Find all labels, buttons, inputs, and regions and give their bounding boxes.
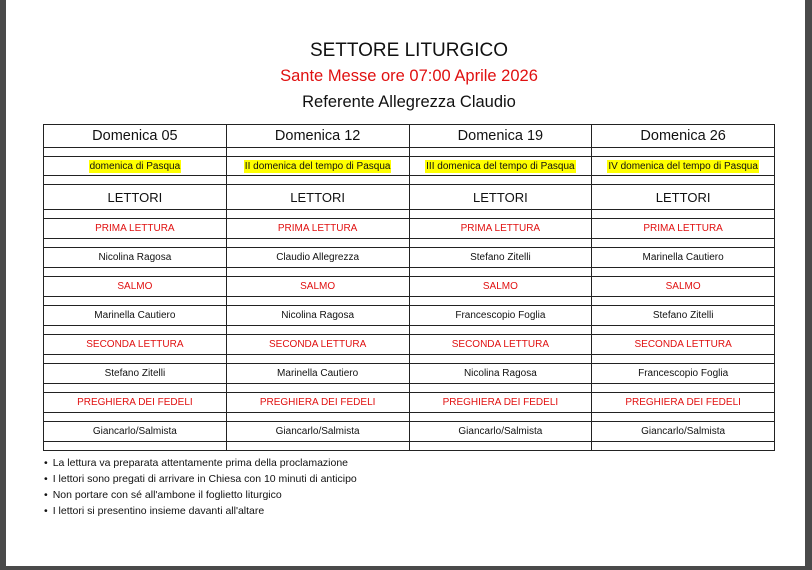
second-reading-label: SECONDA LETTURA (409, 335, 592, 355)
first-reading-label: PRIMA LETTURA (226, 219, 409, 239)
spacer-cell (409, 326, 592, 335)
spacer-cell (592, 326, 775, 335)
spacer-row (44, 384, 775, 393)
table-row (44, 125, 775, 148)
spacer-cell (44, 176, 227, 185)
table-row (44, 157, 775, 176)
psalm-reader: Francescopio Foglia (409, 306, 592, 326)
psalm-label: SALMO (409, 277, 592, 297)
first-reading-label: PRIMA LETTURA (44, 219, 227, 239)
window-frame-bottom (0, 566, 812, 570)
prayers-reader: Giancarlo/Salmista (44, 422, 227, 442)
note-item: • Non portare con sé all'ambone il foglietto liturgico (44, 487, 357, 503)
first-reading-reader: Marinella Cautiero (592, 248, 775, 268)
prayers-label: PREGHIERA DEI FEDELI (592, 393, 775, 413)
spacer-cell (226, 297, 409, 306)
spacer-row (44, 210, 775, 219)
spacer-cell (226, 326, 409, 335)
spacer-row (44, 297, 775, 306)
second-reading-label: SECONDA LETTURA (592, 335, 775, 355)
first-reading-reader: Claudio Allegrezza (226, 248, 409, 268)
table-row (44, 248, 775, 268)
spacer-cell (44, 268, 227, 277)
table-row (44, 185, 775, 210)
spacer-cell (409, 210, 592, 219)
spacer-cell (592, 442, 775, 451)
lettori-cell: LETTORI (44, 185, 227, 210)
table-row (44, 422, 775, 442)
spacer-cell (44, 442, 227, 451)
spacer-cell (592, 297, 775, 306)
spacer-cell (226, 176, 409, 185)
psalm-label: SALMO (592, 277, 775, 297)
spacer-cell (592, 148, 775, 157)
liturgy-cell (44, 157, 227, 176)
page-subtitle: Sante Messe ore 07:00 Aprile 2026 (280, 67, 538, 85)
spacer-cell (592, 413, 775, 422)
psalm-label: SALMO (44, 277, 227, 297)
spacer-cell (44, 297, 227, 306)
second-reading-label: SECONDA LETTURA (44, 335, 227, 355)
psalm-label: SALMO (226, 277, 409, 297)
spacer-cell (409, 355, 592, 364)
lettori-cell: LETTORI (592, 185, 775, 210)
spacer-cell (409, 413, 592, 422)
liturgy-label: II domenica del tempo di Pasqua (244, 160, 391, 172)
spacer-row (44, 268, 775, 277)
note-item: • I lettori sono pregati di arrivare in Chiesa con 10 minuti di anticipo (44, 471, 357, 487)
psalm-reader: Marinella Cautiero (44, 306, 227, 326)
spacer-cell (409, 176, 592, 185)
spacer-cell (592, 268, 775, 277)
spacer-row (44, 326, 775, 335)
liturgy-cell (592, 157, 775, 176)
second-reading-reader: Marinella Cautiero (226, 364, 409, 384)
sunday-date-cell: Domenica 19 (409, 125, 592, 148)
first-reading-label: PRIMA LETTURA (409, 219, 592, 239)
sunday-date-cell: Domenica 05 (44, 125, 227, 148)
spacer-row (44, 176, 775, 185)
first-reading-label: PRIMA LETTURA (592, 219, 775, 239)
second-reading-reader: Nicolina Ragosa (409, 364, 592, 384)
psalm-reader: Stefano Zitelli (592, 306, 775, 326)
liturgy-cell (409, 157, 592, 176)
page-title: SETTORE LITURGICO (309, 40, 509, 61)
spacer-cell (226, 239, 409, 248)
spacer-cell (592, 384, 775, 393)
spacer-row (44, 239, 775, 248)
lettori-cell: LETTORI (226, 185, 409, 210)
spacer-cell (409, 384, 592, 393)
liturgy-label: domenica di Pasqua (89, 160, 181, 172)
prayers-label: PREGHIERA DEI FEDELI (409, 393, 592, 413)
spacer-cell (44, 210, 227, 219)
sunday-date-cell: Domenica 12 (226, 125, 409, 148)
spacer-cell (409, 239, 592, 248)
spacer-cell (44, 239, 227, 248)
note-item: • La lettura va preparata attentamente prima della proclamazione (44, 455, 357, 471)
spacer-cell (44, 413, 227, 422)
table-row (44, 306, 775, 326)
spacer-cell (226, 442, 409, 451)
table-row (44, 393, 775, 413)
spacer-cell (226, 148, 409, 157)
spacer-cell (44, 384, 227, 393)
second-reading-reader: Francescopio Foglia (592, 364, 775, 384)
prayers-label: PREGHIERA DEI FEDELI (226, 393, 409, 413)
spacer-cell (44, 148, 227, 157)
first-reading-reader: Nicolina Ragosa (44, 248, 227, 268)
spacer-cell (226, 413, 409, 422)
liturgy-label: III domenica del tempo di Pasqua (426, 160, 575, 172)
spacer-cell (409, 268, 592, 277)
spacer-cell (592, 176, 775, 185)
table-row (44, 335, 775, 355)
table-row (44, 364, 775, 384)
spacer-row (44, 355, 775, 364)
prayers-reader: Giancarlo/Salmista (409, 422, 592, 442)
spacer-cell (226, 355, 409, 364)
lettori-cell: LETTORI (409, 185, 592, 210)
spacer-cell (409, 148, 592, 157)
spacer-cell (226, 268, 409, 277)
referent-line: Referente Allegrezza Claudio (302, 93, 516, 111)
spacer-cell (44, 326, 227, 335)
table-row (44, 277, 775, 297)
spacer-cell (409, 297, 592, 306)
spacer-cell (592, 355, 775, 364)
spacer-cell (592, 239, 775, 248)
liturgy-label: IV domenica del tempo di Pasqua (608, 160, 758, 172)
sunday-date-cell: Domenica 26 (592, 125, 775, 148)
prayers-reader: Giancarlo/Salmista (592, 422, 775, 442)
spacer-cell (409, 442, 592, 451)
liturgy-cell (226, 157, 409, 176)
spacer-cell (592, 210, 775, 219)
spacer-cell (44, 355, 227, 364)
first-reading-reader: Stefano Zitelli (409, 248, 592, 268)
spacer-row (44, 413, 775, 422)
spacer-row (44, 442, 775, 451)
spacer-cell (226, 210, 409, 219)
prayers-label: PREGHIERA DEI FEDELI (44, 393, 227, 413)
notes-list (44, 455, 357, 519)
psalm-reader: Nicolina Ragosa (226, 306, 409, 326)
spacer-row (44, 148, 775, 157)
second-reading-label: SECONDA LETTURA (226, 335, 409, 355)
second-reading-reader: Stefano Zitelli (44, 364, 227, 384)
schedule-table (43, 124, 775, 451)
note-item: • I lettori si presentino insieme davanti all'altare (44, 503, 357, 519)
prayers-reader: Giancarlo/Salmista (226, 422, 409, 442)
spacer-cell (226, 384, 409, 393)
table-row (44, 219, 775, 239)
